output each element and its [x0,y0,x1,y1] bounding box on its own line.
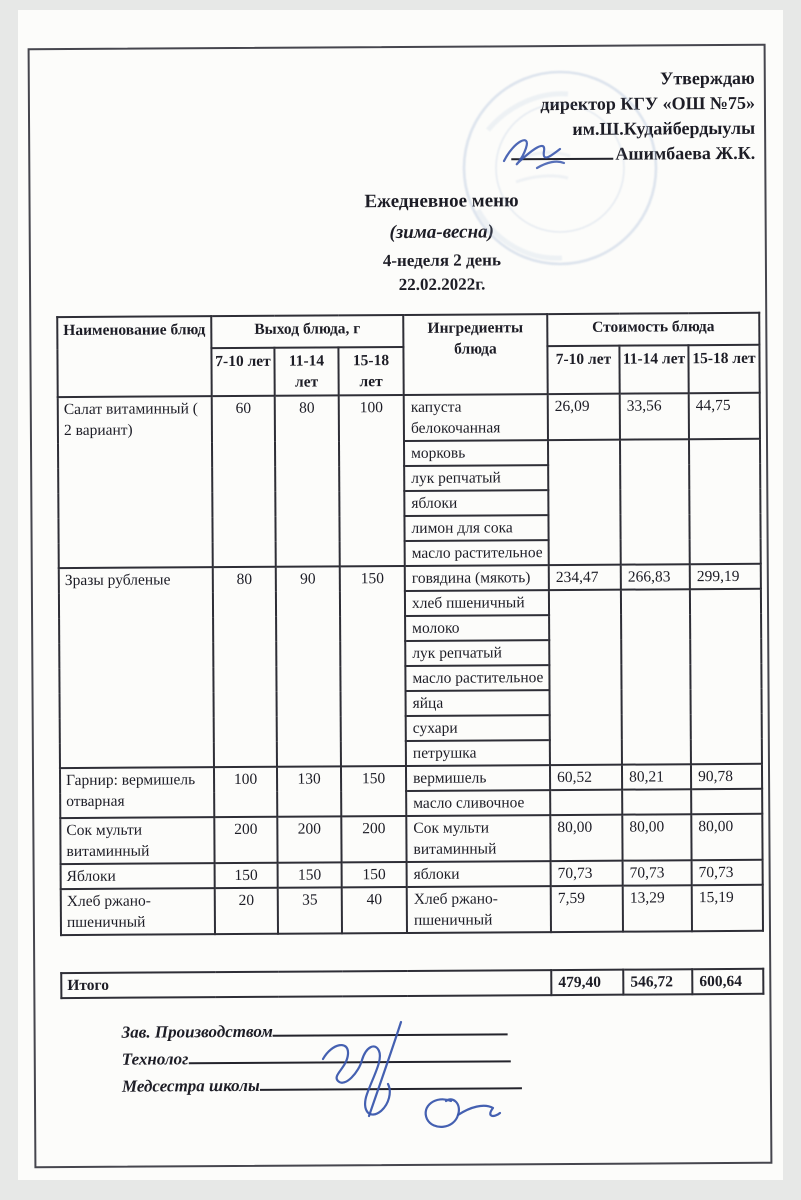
approval-block [30,46,765,170]
header-output: Выход блюда, г [211,315,403,348]
weight-cell: 200 [214,817,277,863]
weight-cell: 200 [341,816,406,862]
table-row [61,885,763,935]
weight-cell: 150 [278,862,342,887]
header-ingredients: Ингредиенты блюда [403,314,547,395]
dish-name-cell: Сок мульти витаминный [60,817,214,864]
signature-line [511,143,613,161]
price-cell: 70,73 [551,861,623,886]
dish-name-cell: Салат витаминный ( 2 вариант) [58,396,213,568]
ingredient-cell: лук репчатый [405,640,549,666]
ingredient-cell: капуста белокочанная [404,394,548,441]
ingredient-cell: сухари [406,715,550,741]
ingredient-cell: яблоки [404,490,548,516]
weight-cell: 150 [341,766,406,816]
header-dish-name: Наименование блюд [57,316,211,397]
ingredient-cell: яйца [406,690,550,716]
total-label-cell: Итого [61,970,551,998]
ingredient-cell: масло растительное [405,665,549,691]
approval-line-1: Утверждаю [660,67,755,89]
ingredient-cell: петрушка [406,740,550,766]
price-cell: 44,75 [689,393,760,439]
price-cell: 70,73 [692,860,763,885]
empty-price-cell [550,790,622,815]
weight-cell: 100 [339,395,405,566]
ingredient-cell: лук репчатый [404,465,548,491]
weight-cell: 20 [215,888,278,934]
price-cell: 80,00 [691,814,762,860]
ingredient-cell: молоко [405,615,549,641]
season-subtitle: (зима-весна) [389,221,494,244]
ingredient-cell: Хлеб ржано-пшеничный [407,886,551,933]
price-cell: 33,56 [620,393,689,439]
empty-price-cell [622,789,691,814]
signoff-block [122,1015,770,1100]
empty-price-cell [620,439,690,564]
empty-price-cell [549,590,622,765]
weight-cell: 35 [278,887,342,933]
ingredient-cell: лимон для сока [404,515,548,541]
dish-name-cell: Хлеб ржано-пшеничный [61,888,215,935]
signoff-row-nurse [122,1069,770,1100]
signoff-label: Технолог [121,1049,189,1069]
signature-line [273,1020,508,1036]
ingredient-cell: хлеб пшеничный [405,590,549,616]
dish-name-cell: Яблоки [61,863,215,889]
total-value-cell: 479,40 [551,970,623,995]
weight-cell: 150 [342,862,407,887]
dish-name-cell: Гарнир: вермишель отварная [60,767,214,818]
ingredient-cell: говядина (мякоть) [405,565,549,591]
header-age-2: 11-14 лет [619,345,688,393]
signoff-label: Зав. Производством [121,1021,273,1042]
ingredient-cell: масло растительное [405,540,549,566]
signoff-label: Медсестра школы [121,1075,260,1096]
document-title-block [30,188,765,298]
price-cell: 15,19 [692,885,763,931]
price-cell: 26,09 [548,394,620,440]
approval-line-3: им.Ш.Кудайбердыулы [572,117,756,139]
price-cell: 80,21 [622,764,691,789]
empty-price-cell [548,440,621,565]
approver-name: Ашимбаева Ж.К. [615,142,756,164]
price-cell: 234,47 [549,565,621,590]
header-cost: Стоимость блюда [547,313,759,346]
price-cell: 80,00 [550,815,622,861]
signature-line [188,1047,510,1064]
weight-cell: 130 [277,766,341,816]
price-cell: 13,29 [623,885,692,931]
price-cell: 70,73 [623,860,692,885]
signature-line [260,1074,522,1091]
empty-price-cell [689,439,761,564]
menu-title: Ежедневное меню [364,190,519,213]
approval-signature-row [30,141,755,170]
header-age-3: 15-18 лет [688,345,759,393]
table-row [60,814,762,864]
total-value-cell: 600,64 [692,969,763,994]
ingredient-cell: яблоки [407,861,551,887]
paper-page [18,10,783,1180]
weight-cell: 60 [212,396,276,567]
ingredient-cell: Сок мульти витаминный [406,815,550,862]
signoff-row-technologist [122,1042,770,1073]
empty-price-cell [690,589,762,764]
header-age-1: 7-10 лет [211,348,274,396]
header-age-2: 11-14 лет [274,347,338,395]
menu-table [56,312,764,936]
dish-name-cell: Зразы рубленые [59,567,214,768]
weight-cell: 100 [214,767,277,817]
total-row [61,969,763,998]
header-age-3: 15-18 лет [338,347,403,395]
ingredient-cell: масло сливочное [406,790,550,816]
price-cell: 90,78 [691,764,762,789]
weight-cell: 80 [213,567,277,767]
weight-cell: 40 [342,887,407,933]
date-line: 22.02.2022г. [398,274,486,295]
total-value-cell: 546,72 [623,969,692,994]
total-row-table [60,968,764,999]
week-day-line: 4-неделя 2 день [382,250,501,271]
signoff-row-production [122,1015,770,1046]
price-cell: 80,00 [622,814,691,860]
price-cell: 299,19 [690,564,761,589]
weight-cell: 90 [276,566,341,766]
empty-price-cell [691,789,762,814]
ingredient-cell: морковь [404,440,548,466]
weight-cell: 150 [215,863,278,888]
header-age-1: 7-10 лет [547,346,619,394]
price-cell: 7,59 [551,886,623,932]
table-row [58,393,760,443]
weight-cell: 200 [277,816,341,862]
page-border-frame [28,44,773,1168]
price-cell: 266,83 [621,564,690,589]
weight-cell: 80 [275,395,340,566]
ingredient-cell: вермишель [406,765,550,791]
empty-price-cell [621,589,691,764]
price-cell: 60,52 [550,765,622,790]
weight-cell: 150 [340,566,406,766]
approval-line-2: директор КГУ «ОШ №75» [540,92,755,115]
